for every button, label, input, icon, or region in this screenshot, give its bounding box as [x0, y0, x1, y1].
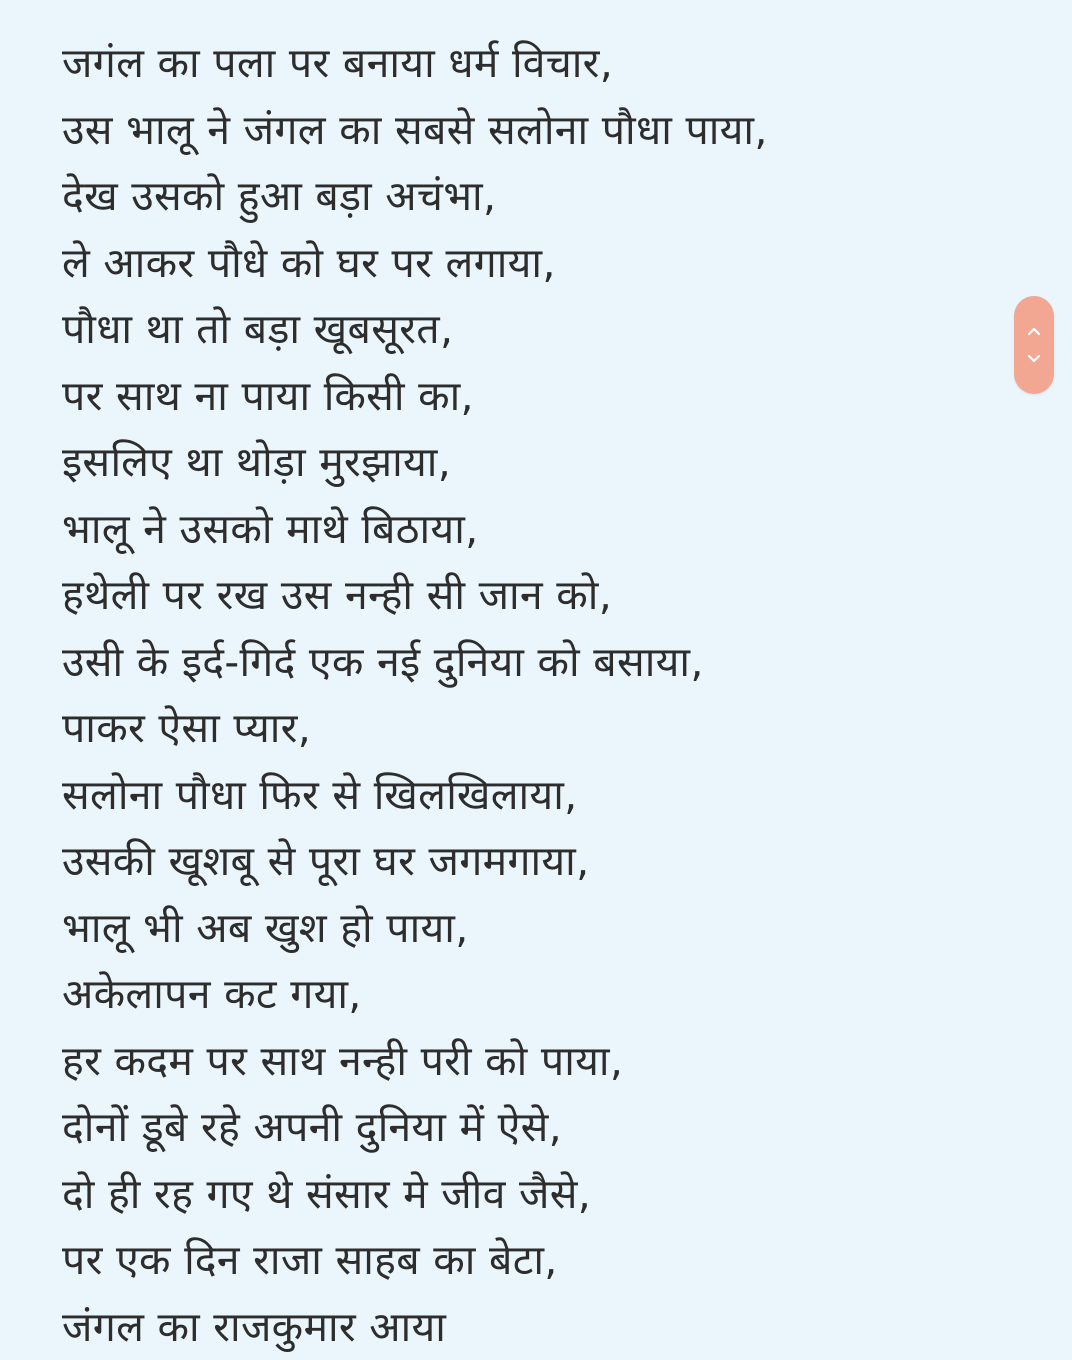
- poem-line: भालू ने उसको माथे बिठाया,: [62, 496, 1072, 563]
- poem-line: जंगल का राजकुमार आया: [62, 1294, 1072, 1360]
- poem-line: उस भालू ने जंगल का सबसे सलोना पौधा पाया,: [62, 97, 1072, 164]
- scroll-control[interactable]: [1014, 296, 1054, 394]
- poem-line: हथेली पर रख उस नन्ही सी जान को,: [62, 562, 1072, 629]
- poem-line: ले आकर पौधे को घर पर लगाया,: [62, 230, 1072, 297]
- poem-line: इसलिए था थोड़ा मुरझाया,: [62, 429, 1072, 496]
- poem-line: दो ही रह गए थे संसार मे जीव जैसे,: [62, 1161, 1072, 1228]
- poem-line: उसकी खूशबू से पूरा घर जगमगाया,: [62, 828, 1072, 895]
- poem-line: दोनों डूबे रहे अपनी दुनिया में ऐसे,: [62, 1094, 1072, 1161]
- chevron-down-icon[interactable]: [1023, 348, 1045, 370]
- poem-line: हर कदम पर साथ नन्ही परी को पाया,: [62, 1028, 1072, 1095]
- poem-line: पर साथ ना पाया किसी का,: [62, 363, 1072, 430]
- poem-line: पौधा था तो बड़ा खूबसूरत,: [62, 296, 1072, 363]
- poem-line: उसी के इर्द-गिर्द एक नई दुनिया को बसाया,: [62, 629, 1072, 696]
- chevron-up-icon[interactable]: [1023, 320, 1045, 342]
- poem-line: पर एक दिन राजा साहब का बेटा,: [62, 1227, 1072, 1294]
- poem-line: अकेलापन कट गया,: [62, 961, 1072, 1028]
- poem-text: [62, 30, 1072, 1360]
- poem-line: पाकर ऐसा प्यार,: [62, 695, 1072, 762]
- poem-line: जगंल का पला पर बनाया धर्म विचार,: [62, 30, 1072, 97]
- poem-line: भालू भी अब खुश हो पाया,: [62, 895, 1072, 962]
- poem-line: देख उसको हुआ बड़ा अचंभा,: [62, 163, 1072, 230]
- poem-line: सलोना पौधा फिर से खिलखिलाया,: [62, 762, 1072, 829]
